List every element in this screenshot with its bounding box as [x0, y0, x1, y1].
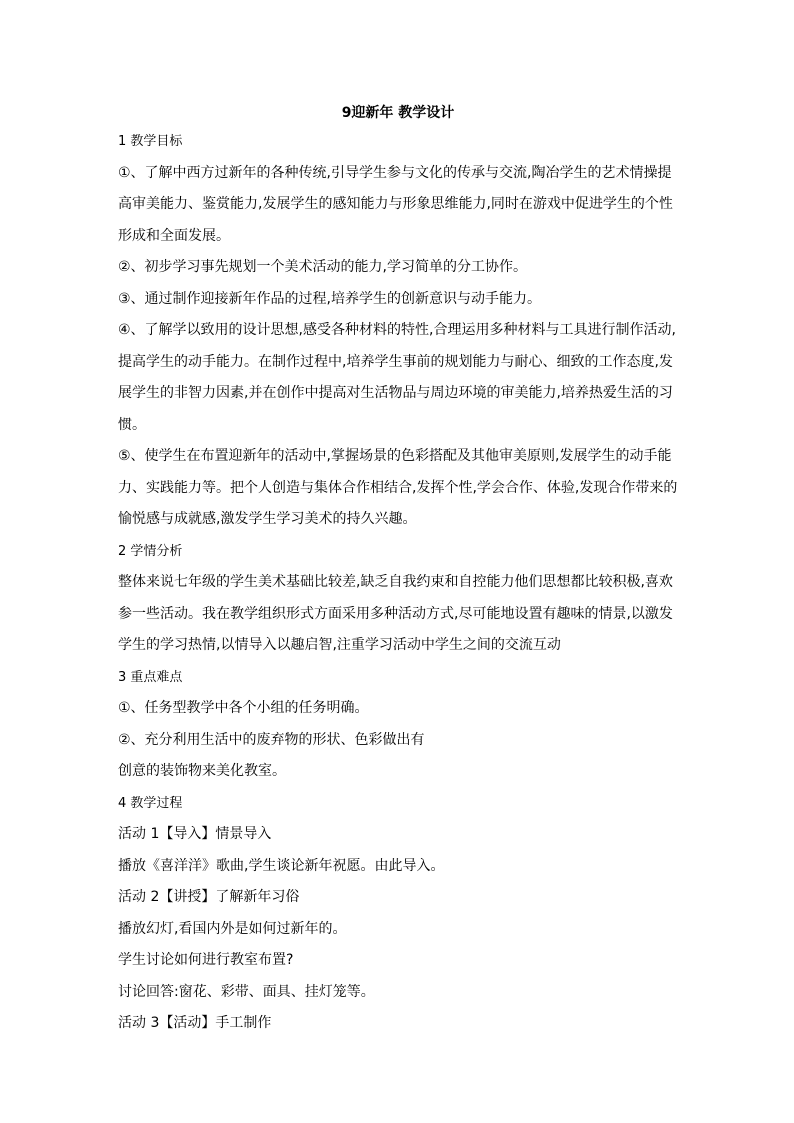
objective-1-line-2: 高审美能力、鉴赏能力,发展学生的感知能力与形象思维能力,同时在游戏中促进学生的个性: [118, 196, 673, 212]
section-heading-process: 4 教学过程: [118, 795, 183, 811]
objective-3: ③、通过制作迎接新年作品的过程,培养学生的创新意识与动手能力。: [118, 290, 541, 307]
objective-1-line-3: 形成和全面发展。: [118, 227, 230, 244]
objective-5-line-3: 愉悦感与成就感,激发学生学习美术的持久兴趣。: [118, 511, 417, 527]
activity-1-text: 播放《喜洋洋》歌曲,学生谈论新年祝愿。由此导入。: [118, 857, 445, 874]
objective-4-line-2: 提高学生的动手能力。在制作过程中,培养学生事前的规划能力与耐心、细致的工作态度,发: [118, 353, 673, 370]
objective-4-line-1: ④、了解学以致用的设计思想,感受各种材料的特性,合理运用多种材料与工具进行制作活动,: [118, 322, 676, 338]
analysis-line-2: 参一些活动。我在教学组织形式方面采用多种活动方式,尽可能地设置有趣味的情景,以激发: [118, 605, 673, 622]
objective-5-line-2: 力、实践能力等。把个人创造与集体合作相结合,发挥个性,学会合作、体验,发现合作带来的: [118, 479, 678, 496]
section-heading-objectives: 1 教学目标: [118, 134, 183, 149]
key-point-2-line-1: ②、充分利用生活中的废弃物的形状、色彩做出有: [118, 731, 425, 748]
activity-3-heading: 活动 3【活动】手工制作: [118, 1015, 272, 1031]
key-point-1: ①、任务型教学中各个小组的任务明确。: [118, 700, 369, 716]
key-point-2-line-2: 创意的装饰物来美化教室。: [118, 763, 286, 779]
document-page: [118, 100, 678, 1040]
objective-5-line-1: ⑤、使学生在布置迎新年的活动中,掌握场景的色彩搭配及其他审美原则,发展学生的动手能: [118, 448, 672, 464]
activity-2-text-3: 讨论回答:窗花、彩带、面具、挂灯笼等。: [118, 983, 375, 1000]
activity-2-text-1: 播放幻灯,看国内外是如何过新年的。: [118, 920, 347, 937]
activity-2-heading: 活动 2【讲授】了解新年习俗: [118, 889, 300, 905]
section-heading-analysis: 2 学情分析: [118, 543, 183, 559]
analysis-line-1: 整体来说七年级的学生美术基础比较差,缺乏自我约束和自控能力他们思想都比较积极,喜欢: [118, 574, 673, 590]
objective-2: ②、初步学习事先规划一个美术活动的能力,学习简单的分工协作。: [118, 259, 527, 275]
objective-4-line-3: 展学生的非智力因素,并在创作中提高对生活物品与周边环境的审美能力,培养热爱生活的习: [118, 385, 673, 401]
objective-1-line-1: ①、了解中西方过新年的各种传统,引导学生参与文化的传承与交流,陶冶学生的艺术情操提: [118, 164, 672, 181]
activity-2-text-2: 学生讨论如何进行教室布置?: [118, 952, 294, 968]
document-title: 9迎新年 教学设计: [341, 105, 455, 121]
objective-4-line-4: 惯。: [118, 416, 146, 433]
section-heading-key-points: 3 重点难点: [118, 669, 183, 685]
analysis-line-3: 学生的学习热情,以情导入以趣启智,注重学习活动中学生之间的交流互动: [118, 637, 561, 653]
activity-1-heading: 活动 1【导入】情景导入: [118, 826, 272, 842]
